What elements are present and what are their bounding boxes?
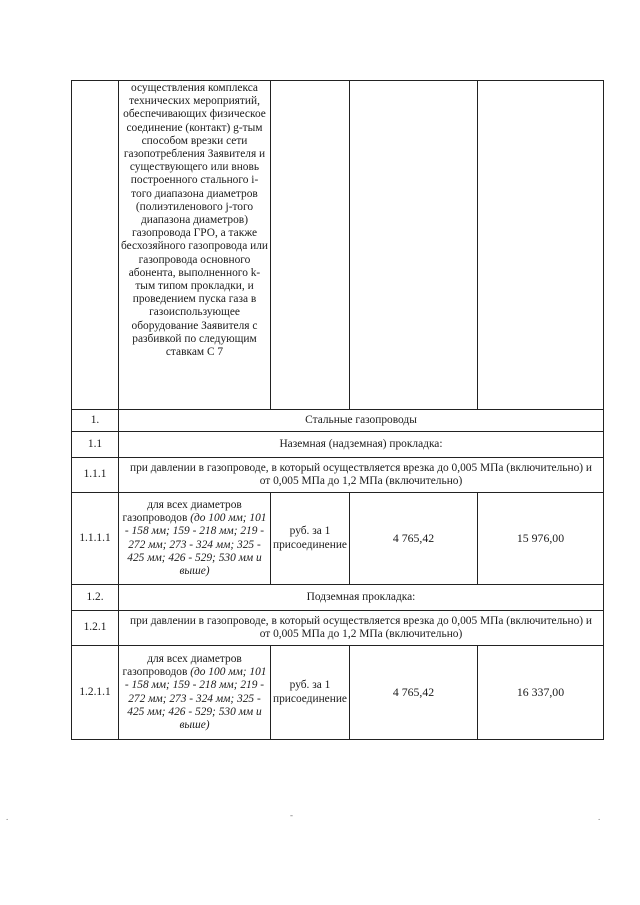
row-number-cell: 1.1 (72, 432, 119, 458)
rate-value: 16 337,00 (478, 646, 604, 740)
value-cell (350, 81, 478, 410)
row-number-cell (72, 81, 119, 410)
row-number-cell: 1.2.1 (72, 611, 119, 646)
condition-row (72, 458, 604, 493)
unit-cell: руб. за 1 присоединение (271, 646, 350, 740)
section-row (72, 410, 604, 432)
scan-speck: - (290, 810, 293, 820)
tariff-table (71, 80, 604, 740)
subsection-title: Наземная (надземная) прокладка: (119, 432, 604, 458)
row-number-cell: 1.1.1.1 (72, 493, 119, 585)
subsection-title: Подземная прокладка: (119, 585, 604, 611)
diameter-description (119, 493, 271, 585)
rate-value: 4 765,42 (350, 646, 478, 740)
diameter-lead: для всех диаметров газопроводов (122, 652, 242, 679)
unit-cell: руб. за 1 присоединение (271, 493, 350, 585)
row-number-cell: 1.2. (72, 585, 119, 611)
description-cell: осуществления комплекса технических мероприятий, обеспечивающих физическое соединение (контакт) g-тым способом врезки сети газопотребления Заявителя и существующего или вновь построенного стального i-того диапазона диаметров (полиэтиленового j-того диапазона диаметров) газопровода ГРО, а также бесхозяйного газопровода или газопровода основного абонента, выполненного k-тым типом прокладки, и проведением пуска газа в газоиспользующее оборудование Заявителя с разбивкой по следующим ставкам С 7 (119, 81, 271, 410)
table-row (72, 646, 604, 740)
table-row (72, 493, 604, 585)
section-title: Стальные газопроводы (119, 410, 604, 432)
subsection-row (72, 585, 604, 611)
unit-cell (271, 81, 350, 410)
rate-value: 15 976,00 (478, 493, 604, 585)
scan-speck: . (598, 812, 601, 822)
subsection-row (72, 432, 604, 458)
diameter-description (119, 646, 271, 740)
row-number-cell: 1. (72, 410, 119, 432)
pressure-condition: при давлении в газопроводе, в который осуществляется врезка до 0,005 МПа (включительно) и от 0,005 МПа до 1,2 МПа (включительно) (119, 458, 604, 493)
row-number-cell: 1.1.1 (72, 458, 119, 493)
diameter-ranges: (до 100 мм; 101 - 158 мм; 159 - 218 мм; 219 - 272 мм; 273 - 324 мм; 325 - 425 мм; 426 - 529; 530 мм и выше) (124, 666, 267, 731)
table-row (72, 81, 604, 410)
pressure-condition: при давлении в газопроводе, в который осуществляется врезка до 0,005 МПа (включительно) и от 0,005 МПа до 1,2 МПа (включительно) (119, 611, 604, 646)
value-cell (478, 81, 604, 410)
scan-speck: . (6, 812, 9, 822)
diameter-ranges: (до 100 мм; 101 - 158 мм; 159 - 218 мм; 219 - 272 мм; 273 - 324 мм; 325 - 425 мм; 426 - 529; 530 мм и выше) (124, 512, 267, 577)
row-number-cell: 1.2.1.1 (72, 646, 119, 740)
condition-row (72, 611, 604, 646)
diameter-lead: для всех диаметров газопроводов (122, 498, 242, 525)
rate-value: 4 765,42 (350, 493, 478, 585)
